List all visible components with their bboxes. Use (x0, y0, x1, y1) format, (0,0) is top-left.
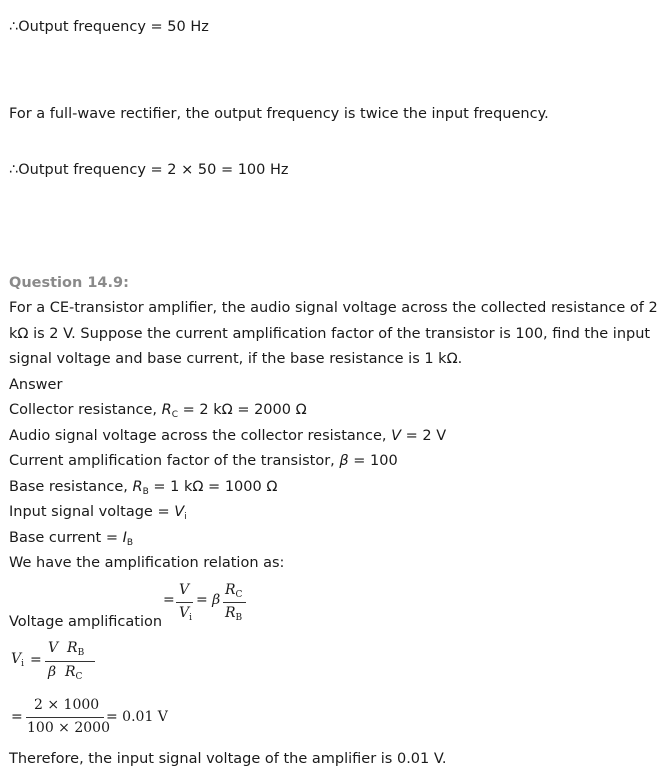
base-current-symbol: I (122, 530, 127, 546)
voltage-amplification-label: Voltage amplification (9, 614, 163, 630)
eq3-denominator: 100 × 2000 (27, 720, 110, 736)
eq1-beta: = β (196, 592, 221, 608)
eq3-fraction-bar (26, 717, 104, 718)
eq1-equals: = (163, 592, 175, 608)
eq3-result: = 0.01 V (106, 709, 168, 725)
eq2-equals: = (30, 652, 42, 668)
output-frequency-line: ∴Output frequency = 50 Hz (9, 19, 209, 35)
collector-sub: C (171, 410, 179, 420)
question-line-3: signal voltage and base current, if the base resistance is 1 kΩ. (9, 351, 463, 367)
question-title: Question 14.9: (9, 275, 129, 291)
input-volt-prefix: Input signal voltage = (9, 504, 175, 520)
base-resistance (9, 479, 277, 497)
audio-suffix: = 2 V (401, 428, 447, 444)
current-amp-symbol: β (339, 453, 349, 469)
collector-suffix: = 2 kΩ = 2000 Ω (178, 402, 307, 418)
eq1-denominator-2: $R_B$ (225, 605, 243, 623)
eq1-fraction-bar-2 (223, 602, 246, 603)
eq2-lhs: $V_i$ (11, 651, 25, 669)
eq1-numerator-2: $R_C$ (225, 582, 243, 600)
eq3-numerator: 2 × 1000 (34, 697, 100, 713)
current-amp-prefix: Current amplification factor of the transistor, (9, 453, 340, 469)
conclusion: Therefore, the input signal voltage of the amplifier is 0.01 V. (9, 751, 447, 767)
fullwave-statement: For a full-wave rectifier, the output frequency is twice the input frequency. (9, 106, 549, 122)
eq2-denominator: β $R_C$ (48, 664, 83, 682)
answer-label: Answer (9, 377, 63, 393)
base-res-suffix: = 1 kΩ = 1000 Ω (148, 479, 278, 495)
input-signal-voltage (9, 504, 187, 522)
collector-resistance (9, 402, 307, 420)
eq1-fraction-bar (176, 602, 193, 603)
eq1-denominator: $V_i$ (179, 605, 193, 623)
base-current-prefix: Base current = (9, 530, 123, 546)
current-amp-suffix: = 100 (348, 453, 398, 469)
base-current-sub: B (126, 538, 134, 548)
current-amplification (9, 453, 398, 469)
base-current (9, 530, 133, 548)
input-volt-symbol: V (174, 504, 185, 520)
relation-text: We have the amplification relation as: (9, 555, 285, 571)
audio-symbol: V (391, 428, 402, 444)
collector-symbol: R (161, 402, 172, 418)
audio-voltage (9, 428, 446, 444)
base-res-symbol: R (132, 479, 143, 495)
output-frequency-result: ∴Output frequency = 2 × 50 = 100 Hz (9, 162, 289, 178)
eq2-numerator: V $R_B$ (48, 640, 85, 658)
input-volt-sub: i (184, 512, 187, 522)
eq2-fraction-bar (45, 661, 95, 662)
eq3-equals: = (11, 709, 23, 725)
audio-prefix: Audio signal voltage across the collector resistance, (9, 428, 392, 444)
collector-prefix: Collector resistance, (9, 402, 162, 418)
base-res-prefix: Base resistance, (9, 479, 133, 495)
question-line-1: For a CE-transistor amplifier, the audio signal voltage across the collected resistance of 2 (9, 300, 658, 316)
eq1-numerator: V (179, 582, 190, 598)
question-line-2: kΩ is 2 V. Suppose the current amplification factor of the transistor is 100, find the input (9, 326, 651, 342)
base-res-sub: B (142, 487, 149, 497)
